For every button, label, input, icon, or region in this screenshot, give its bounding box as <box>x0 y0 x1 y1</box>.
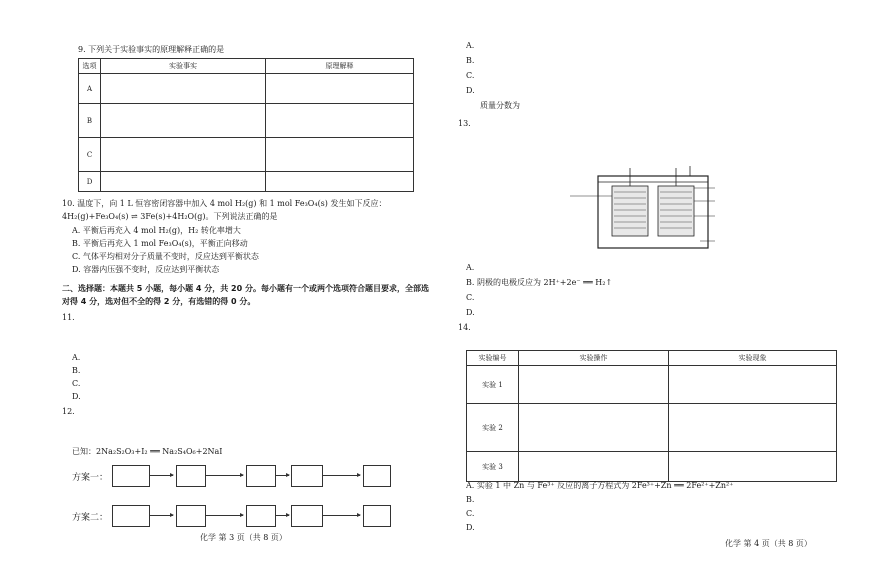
q13-option-d: D. <box>466 308 475 317</box>
q10-option-c: C. 气体平均相对分子质量不变时，反应达到平衡状态 <box>72 252 259 261</box>
table-header-cell: 选项 <box>79 59 101 74</box>
q11-option-c: C. <box>72 379 81 388</box>
q11-option-d: D. <box>72 392 81 401</box>
q14-option-b: B. <box>466 495 475 504</box>
q10-option-a: A. 平衡后再充入 4 mol H₂(g)，H₂ 转化率增大 <box>72 226 241 235</box>
q9-stem: 9. 下列关于实验事实的原理解释正确的是 <box>78 45 225 54</box>
principle-cell <box>266 172 414 192</box>
option-cell: C <box>79 138 101 172</box>
q14-table <box>466 350 837 482</box>
fact-cell <box>101 138 266 172</box>
table-row <box>467 366 837 404</box>
flow-arrow <box>149 475 173 476</box>
q14-option-d: D. <box>466 523 475 532</box>
scheme2-label: 方案二： <box>72 513 109 523</box>
table-header-cell: 实验事实 <box>101 59 266 74</box>
table-row <box>79 74 414 104</box>
flow-arrow <box>275 515 289 516</box>
q14-stem-line: 14. <box>458 323 471 332</box>
table-header-row <box>79 59 414 74</box>
q13-option-c: C. <box>466 293 475 302</box>
flow-arrow <box>275 475 289 476</box>
q12-given: 已知：2Na₂S₂O₃+I₂ ══ Na₂S₄O₆+2NaI <box>72 447 223 456</box>
flow-arrow <box>205 515 243 516</box>
experiment-id-cell: 实验 2 <box>467 404 519 452</box>
experiment-id-cell: 实验 1 <box>467 366 519 404</box>
q9-table <box>78 58 414 192</box>
flow-box <box>363 505 391 527</box>
principle-cell <box>266 104 414 138</box>
q14-option-a: A. 实验 1 中 Zn 与 Fe³⁺ 反应的离子方程式为 2Fe³⁺+Zn ══ 2Fe²⁺+Zn²⁺ <box>466 481 734 490</box>
q13-option-b: B. 阴极的电极反应为 2H⁺+2e⁻ ══ H₂↑ <box>466 278 613 287</box>
q12-option-c: C. <box>466 71 475 80</box>
scheme1-label: 方案一： <box>72 473 109 483</box>
table-header-row <box>467 351 837 366</box>
table-row <box>467 404 837 452</box>
principle-cell <box>266 74 414 104</box>
q12-option-a: A. <box>466 41 475 50</box>
flow-box <box>291 505 323 527</box>
table-header-cell: 实验编号 <box>467 351 519 366</box>
q10-option-b: B. 平衡后再充入 1 mol Fe₃O₄(s)，平衡正向移动 <box>72 239 248 248</box>
observation-cell <box>669 366 837 404</box>
q11-option-a: A. <box>72 353 81 362</box>
option-cell: D <box>79 172 101 192</box>
flow-arrow <box>322 475 360 476</box>
q13-stem-line: 13. <box>458 119 471 128</box>
q12-option-d: D. <box>466 86 475 95</box>
table-row <box>79 104 414 138</box>
observation-cell <box>669 452 837 482</box>
observation-cell <box>669 404 837 452</box>
flow-arrow <box>205 475 243 476</box>
page-footer-left: 化学 第 3 页（共 8 页） <box>200 533 287 542</box>
operation-cell <box>519 404 669 452</box>
q10-option-d: D. 容器内压强不变时，反应达到平衡状态 <box>72 265 220 274</box>
flow-box <box>112 465 150 487</box>
flow-box <box>176 505 206 527</box>
experiment-id-cell: 实验 3 <box>467 452 519 482</box>
table-header-cell: 原理解释 <box>266 59 414 74</box>
q13-option-a: A. <box>466 263 475 272</box>
table-header-cell: 实验操作 <box>519 351 669 366</box>
option-cell: B <box>79 104 101 138</box>
table-row <box>467 452 837 482</box>
q12-option-b: B. <box>466 56 475 65</box>
q12-scheme1-flow <box>72 460 412 498</box>
page-footer-right: 化学 第 4 页（共 8 页） <box>725 539 812 548</box>
fact-cell <box>101 74 266 104</box>
table-header-cell: 实验现象 <box>669 351 837 366</box>
table-row <box>79 138 414 172</box>
operation-cell <box>519 366 669 404</box>
q11-option-b: B. <box>72 366 81 375</box>
q11-stem-line: 11. <box>62 313 75 322</box>
flow-box <box>363 465 391 487</box>
section-two-heading: 对得 4 分，选对但不全的得 2 分，有选错的得 0 分。 <box>62 297 256 306</box>
flow-box <box>291 465 323 487</box>
option-cell: A <box>79 74 101 104</box>
right-page <box>440 0 870 562</box>
flow-box <box>246 505 276 527</box>
steel-electrode <box>658 186 694 236</box>
table-row <box>79 172 414 192</box>
operation-cell <box>519 452 669 482</box>
q14-option-c: C. <box>466 509 475 518</box>
fact-cell <box>101 104 266 138</box>
q10-stem-line: 4H₂(g)+Fe₃O₄(s) ⇌ 3Fe(s)+4H₂O(g)。下列说法正确的是 <box>62 212 278 221</box>
q12-stem-line: 12. <box>62 407 75 416</box>
flow-box <box>112 505 150 527</box>
section-two-heading: 二、选择题：本题共 5 小题，每小题 4 分，共 20 分。每小题有一个或两个选项符合题目要求，全部选 <box>62 284 429 293</box>
principle-cell <box>266 138 414 172</box>
graphite-electrode <box>612 186 648 236</box>
fact-cell <box>101 172 266 192</box>
flow-arrow <box>149 515 173 516</box>
flow-arrow <box>322 515 360 516</box>
flow-box <box>176 465 206 487</box>
q12-option-d-continued: 质量分数为 <box>480 101 520 110</box>
q10-stem-line: 10. 温度下，向 1 L 恒容密闭容器中加入 4 mol H₂(g) 和 1 mol Fe₃O₄(s) 发生如下反应： <box>62 199 387 208</box>
electrolysis-cell-svg <box>530 166 780 258</box>
electrolysis-cell-diagram <box>530 166 780 258</box>
flow-box <box>246 465 276 487</box>
